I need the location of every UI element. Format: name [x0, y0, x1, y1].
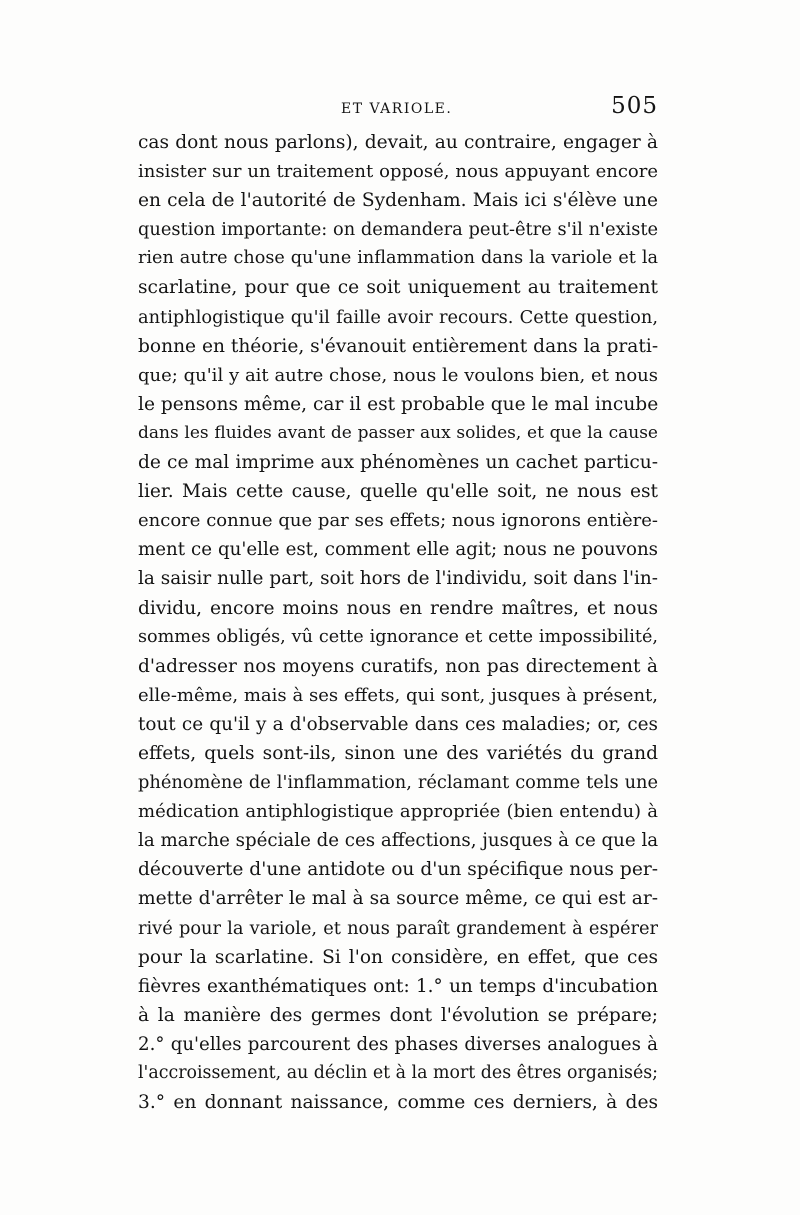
text-line: elle-même, mais à ses effets, qui sont, jusques à présent,: [138, 684, 658, 706]
text-line: question importante: on demandera peut-être s'il n'existe: [138, 219, 658, 241]
text-line: bonne en théorie, s'évanouit entièrement dans la prati-: [138, 335, 658, 357]
running-title: ET VARIOLE.: [341, 101, 453, 117]
text-line: tout ce qu'il y a d'observable dans ces maladies; or, ces: [138, 713, 658, 735]
text-line: la marche spéciale de ces affections, jusques à ce que la: [138, 830, 658, 852]
text-line: scarlatine, pour que ce soit uniquement au traitement: [138, 277, 658, 299]
running-head: [138, 93, 658, 123]
text-line: encore connue que par ses effets; nous ignorons entière-: [138, 510, 658, 532]
text-line: insister sur un traitement opposé, nous appuyant encore: [138, 161, 658, 183]
text-line: effets, quels sont-ils, sinon une des variétés du grand: [138, 742, 658, 764]
text-line: la saisir nulle part, soit hors de l'individu, soit dans l'in-: [138, 568, 658, 590]
text-line: l'accroissement, au déclin et à la mort des êtres organisés;: [138, 1063, 658, 1083]
text-line: que; qu'il y ait autre chose, nous le voulons bien, et nous: [138, 364, 658, 386]
text-line: fièvres exanthématiques ont: 1.° un temps d'incubation: [138, 975, 658, 997]
text-line: le pensons même, car il est probable que le mal incube: [138, 393, 658, 415]
text-line: découverte d'une antidote ou d'un spécifique nous per-: [138, 859, 658, 881]
text-line: d'adresser nos moyens curatifs, non pas directement à: [138, 655, 658, 677]
text-line: cas dont nous parlons), devait, au contraire, engager à: [138, 132, 658, 153]
text-line: de ce mal imprime aux phénomènes un cachet particu-: [138, 452, 658, 474]
text-line: dividu, encore moins nous en rendre maîtres, et nous: [138, 597, 658, 619]
text-line: à la manière des germes dont l'évolution se prépare;: [138, 1004, 658, 1026]
text-line: dans les fluides avant de passer aux solides, et que la cause: [138, 422, 658, 443]
page-number: 505: [611, 93, 658, 119]
text-line: lier. Mais cette cause, quelle qu'elle soit, ne nous est: [138, 481, 658, 503]
text-line: antiphlogistique qu'il faille avoir recours. Cette question,: [138, 306, 658, 328]
text-line: médication antiphlogistique appropriée (bien entendu) à: [138, 801, 658, 823]
text-line: rien autre chose qu'une inflammation dans la variole et la: [138, 248, 658, 269]
text-line: mette d'arrêter le mal à sa source même, ce qui est ar-: [138, 888, 658, 910]
text-line: 3.° en donnant naissance, comme ces derniers, à des: [138, 1092, 658, 1114]
text-line: ment ce qu'elle est, comment elle agit; nous ne pouvons: [138, 539, 658, 561]
text-line: en cela de l'autorité de Sydenham. Mais ici s'élève une: [138, 190, 658, 212]
text-line: rivé pour la variole, et nous paraît grandement à espérer: [138, 917, 658, 939]
text-line: sommes obligés, vû cette ignorance et cette impossibilité,: [138, 626, 658, 647]
text-line: pour la scarlatine. Si l'on considère, en effet, que ces: [138, 946, 658, 968]
body-text: [138, 128, 658, 1117]
text-line: 2.° qu'elles parcourent des phases diverses analogues à: [138, 1033, 658, 1055]
text-line: phénomène de l'inflammation, réclamant comme tels une: [138, 772, 658, 794]
